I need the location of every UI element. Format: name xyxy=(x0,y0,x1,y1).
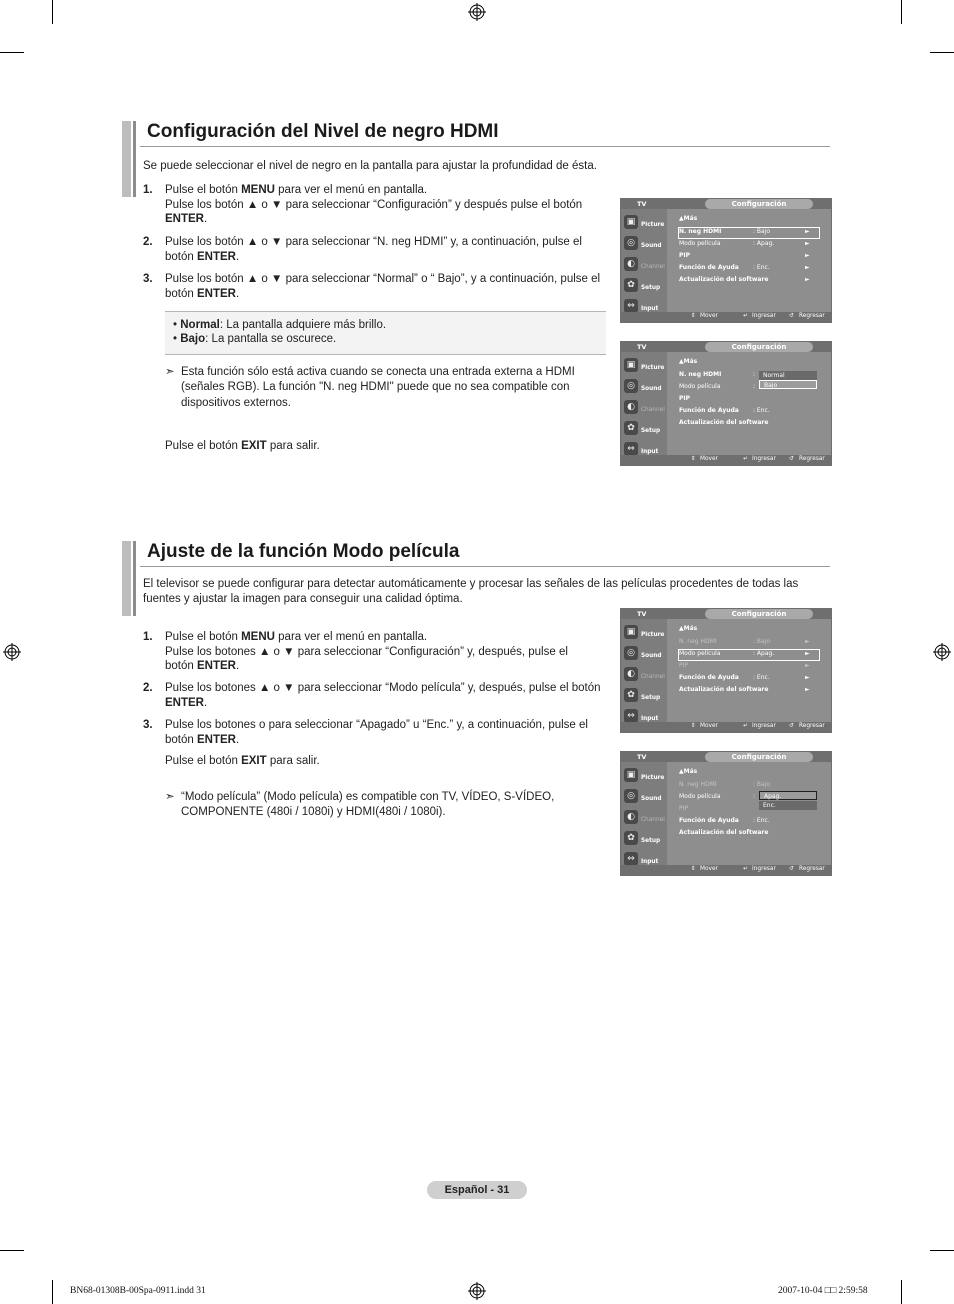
note-compat: ➣ “Modo película” (Modo película) es compatible con TV, VÍDEO, S-VÍDEO, COMPONENTE (480i / 1080i) y HDMI(480i / 1080i). xyxy=(165,791,555,819)
menu-title: Configuración xyxy=(705,342,813,352)
tv-menu-screen: TV Configuración ▣ Picture ◎ Sound ◐ Channel ✿ Setup ⇔ Input ▲Más N. neg HDMI : Bajo ► Modo película : Apag. ► PIP ► Función de Ayuda : Enc. ► Actualización del software ► ⇕ Mover ↵ Ingresar ↺ Regresar xyxy=(620,198,832,323)
picture-icon: ▣ xyxy=(624,625,638,639)
picture-icon: ▣ xyxy=(624,358,638,372)
tv-menu-screen: TV Configuración ▣ Picture ◎ Sound ◐ Channel ✿ Setup ⇔ Input ▲Más N. neg HDMI : Bajo ► Modo película : Apag. ► PIP ► Función de Ayuda : Enc. ► Actualización del software ► ⇕ Mover ↵ Ingresar ↺ Regresar xyxy=(620,608,832,733)
sidebar-item-channel: ◐ Channel xyxy=(623,665,665,684)
sidebar-item-setup: ✿ Setup xyxy=(623,686,665,705)
menu-title: Configuración xyxy=(705,609,813,619)
option-normal: • Normal: La pantalla adquiere más brillo. xyxy=(173,319,387,331)
return-icon: ↺ xyxy=(789,456,794,462)
setup-icon: ✿ xyxy=(624,278,638,292)
setup-icon: ✿ xyxy=(624,688,638,702)
channel-icon: ◐ xyxy=(624,667,638,681)
menu-sidebar xyxy=(621,209,667,312)
input-icon: ⇔ xyxy=(624,299,638,313)
exit-instruction: Pulse el botón EXIT para salir. xyxy=(165,440,320,452)
step-1: 1. Pulse el botón MENU para ver el menú en pantalla. Pulse los botones ▲ o ▼ para seleccionar “Configuración” y, después, pulse el botón ENTER. xyxy=(143,631,568,673)
sidebar-item-input: ⇔ Input xyxy=(623,440,665,459)
section-bar xyxy=(133,541,136,616)
page-number: Español - 31 xyxy=(427,1181,527,1199)
popup-option-bajo: Bajo xyxy=(759,380,817,389)
channel-icon: ◐ xyxy=(624,257,638,271)
sidebar-item-channel: ◐ Channel xyxy=(623,255,665,274)
crop-mark xyxy=(0,1250,24,1251)
move-icon: ⇕ xyxy=(691,456,696,462)
popup-option-apag: Apag. xyxy=(759,791,817,800)
return-icon: ↺ xyxy=(789,866,794,872)
registration-mark-icon xyxy=(468,3,486,21)
menu-sidebar xyxy=(621,352,667,455)
move-icon: ⇕ xyxy=(691,866,696,872)
move-icon: ⇕ xyxy=(691,723,696,729)
step-3: 3. Pulse los botón ▲ o ▼ para seleccionar “Normal” o “ Bajo”, y a continuación, pulse el botón ENTER. xyxy=(143,273,601,300)
input-icon: ⇔ xyxy=(624,709,638,723)
sidebar-item-setup: ✿ Setup xyxy=(623,276,665,295)
note-arrow-icon: ➣ xyxy=(165,791,175,803)
crop-mark xyxy=(0,52,24,53)
crop-mark xyxy=(930,52,954,53)
crop-mark xyxy=(52,1280,53,1304)
sidebar-item-input: ⇔ Input xyxy=(623,707,665,726)
menu-footer: ⇕ Mover ↵ Ingresar ↺ Regresar xyxy=(621,722,831,732)
enter-icon: ↵ xyxy=(743,866,748,872)
popup-option-enc: Enc. xyxy=(759,801,817,810)
print-slug-left: BN68-01308B-00Spa-0911.indd 31 xyxy=(70,1286,206,1296)
crop-mark xyxy=(901,1280,902,1304)
sound-icon: ◎ xyxy=(624,379,638,393)
print-slug-right: 2007-10-04 □□ 2:59:58 xyxy=(778,1286,868,1296)
sound-icon: ◎ xyxy=(624,789,638,803)
sidebar-item-input: ⇔ Input xyxy=(623,850,665,869)
section-bar xyxy=(122,121,131,197)
picture-icon: ▣ xyxy=(624,215,638,229)
channel-icon: ◐ xyxy=(624,400,638,414)
section-rule xyxy=(140,566,830,567)
registration-mark-icon xyxy=(3,643,21,661)
menu-footer: ⇕ Mover ↵ Ingresar ↺ Regresar xyxy=(621,865,831,875)
exit-instruction: Pulse el botón EXIT para salir. xyxy=(165,755,320,767)
sidebar-item-sound: ◎ Sound xyxy=(623,787,665,806)
menu-sidebar xyxy=(621,619,667,722)
sidebar-item-sound: ◎ Sound xyxy=(623,234,665,253)
step-1: 1. Pulse el botón MENU para ver el menú en pantalla. Pulse los botón ▲ o ▼ para seleccionar “Configuración” y después pulse el botón ENTER. xyxy=(143,184,583,226)
input-icon: ⇔ xyxy=(624,852,638,866)
return-icon: ↺ xyxy=(789,313,794,319)
enter-icon: ↵ xyxy=(743,456,748,462)
sidebar-item-picture: ▣ Picture xyxy=(623,213,665,232)
picture-icon: ▣ xyxy=(624,768,638,782)
sidebar-item-input: ⇔ Input xyxy=(623,297,665,316)
sound-icon: ◎ xyxy=(624,646,638,660)
menu-title: Configuración xyxy=(705,199,813,209)
tv-menu-screen: TV Configuración ▣ Picture ◎ Sound ◐ Channel ✿ Setup ⇔ Input ▲Más N. neg HDMI : Bajo Modo película : Apag. Enc. PIP Función de Ayuda : Enc. Actualización del software ⇕ Mover ↵ Ingresar ↺ Regresar xyxy=(620,751,832,876)
crop-mark xyxy=(901,0,902,24)
sound-icon: ◎ xyxy=(624,236,638,250)
step-2: 2. Pulse los botones ▲ o ▼ para seleccionar “Modo película” y, después, pulse el botón ENTER. xyxy=(143,682,601,709)
registration-mark-icon xyxy=(468,1282,486,1300)
section2-intro: El televisor se puede configurar para detectar automáticamente y procesar las señales de las películas procedentes de todas las fuentes y ajustar la imagen para conseguir una calidad óptima. xyxy=(143,578,799,605)
menu-title: Configuración xyxy=(705,752,813,762)
options-box xyxy=(165,311,606,355)
option-bajo: • Bajo: La pantalla se oscurece. xyxy=(173,333,337,345)
menu-footer: ⇕ Mover ↵ Ingresar ↺ Regresar xyxy=(621,455,831,465)
setup-icon: ✿ xyxy=(624,831,638,845)
input-icon: ⇔ xyxy=(624,442,638,456)
sidebar-item-setup: ✿ Setup xyxy=(623,829,665,848)
registration-mark-icon xyxy=(933,643,951,661)
section2-title: Ajuste de la función Modo película xyxy=(147,541,460,562)
move-icon: ⇕ xyxy=(691,313,696,319)
menu-footer: ⇕ Mover ↵ Ingresar ↺ Regresar xyxy=(621,312,831,322)
sidebar-item-picture: ▣ Picture xyxy=(623,356,665,375)
section-rule xyxy=(140,146,830,147)
sidebar-item-channel: ◐ Channel xyxy=(623,808,665,827)
return-icon: ↺ xyxy=(789,723,794,729)
step-2: 2. Pulse los botón ▲ o ▼ para seleccionar “N. neg HDMI” y, a continuación, pulse el botón ENTER. xyxy=(143,236,582,263)
section-bar xyxy=(122,541,131,616)
sidebar-item-picture: ▣ Picture xyxy=(623,766,665,785)
enter-icon: ↵ xyxy=(743,723,748,729)
crop-mark xyxy=(930,1250,954,1251)
crop-mark xyxy=(52,0,53,24)
popup-option-normal: Normal xyxy=(759,371,817,380)
section1-intro: Se puede seleccionar el nivel de negro en la pantalla para ajustar la profundidad de ésta. xyxy=(143,160,597,172)
channel-icon: ◐ xyxy=(624,810,638,824)
sidebar-item-picture: ▣ Picture xyxy=(623,623,665,642)
section1-title: Configuración del Nivel de negro HDMI xyxy=(147,121,499,142)
note-hdmi: ➣ Esta función sólo está activa cuando se conecta una entrada externa a HDMI (señales RGB). La función "N. neg HDMI" puede que no sea compatible con dispositivos externos. xyxy=(165,366,575,409)
tv-menu-screen: TV Configuración ▣ Picture ◎ Sound ◐ Channel ✿ Setup ⇔ Input ▲Más N. neg HDMI : Normal Bajo Modo película : PIP Función de Ayuda : Enc. Actualización del software ⇕ Mover ↵ Ingresar ↺ Regresar xyxy=(620,341,832,466)
note-arrow-icon: ➣ xyxy=(165,366,175,378)
step-3: 3. Pulse los botones o para seleccionar “Apagado” u “Enc.” y, a continuación, pulse el botón ENTER. xyxy=(143,719,588,746)
sidebar-item-sound: ◎ Sound xyxy=(623,377,665,396)
sidebar-item-sound: ◎ Sound xyxy=(623,644,665,663)
sidebar-item-setup: ✿ Setup xyxy=(623,419,665,438)
sidebar-item-channel: ◐ Channel xyxy=(623,398,665,417)
menu-sidebar xyxy=(621,762,667,865)
setup-icon: ✿ xyxy=(624,421,638,435)
section-bar xyxy=(133,121,136,197)
enter-icon: ↵ xyxy=(743,313,748,319)
